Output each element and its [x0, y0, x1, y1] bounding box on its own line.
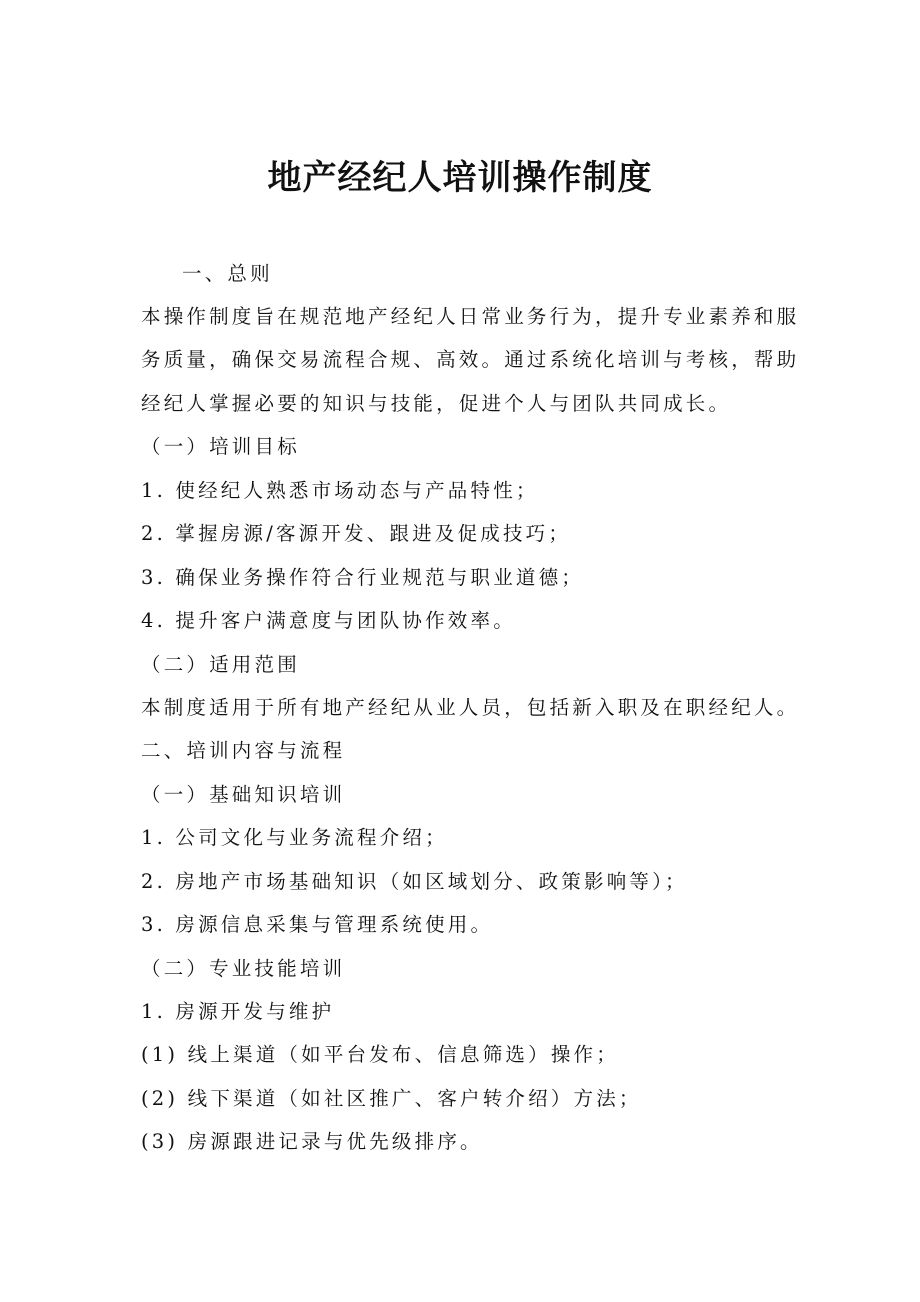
list-item: 2. 掌握房源/客源开发、跟进及促成技巧；	[141, 522, 572, 545]
list-item: 1. 公司文化与业务流程介绍；	[141, 826, 448, 849]
paragraph-line: 经纪人掌握必要的知识与技能，促进个人与团队共同成长。	[141, 392, 732, 415]
subsection-heading-training-goals: （一）培训目标	[141, 435, 300, 458]
subsection-heading-scope: （二）适用范围	[141, 653, 300, 676]
list-item: 3. 确保业务操作符合行业规范与职业道德；	[141, 566, 585, 589]
paragraph-line: 本操作制度旨在规范地产经纪人日常业务行为，提升专业素养和服	[141, 305, 800, 328]
section-heading-general: 一、总则	[182, 262, 273, 285]
sub-list-item: (3) 房源跟进记录与优先级排序。	[141, 1130, 483, 1153]
paragraph-line: 本制度适用于所有地产经纪从业人员，包括新入职及在职经纪人。	[141, 696, 800, 719]
subsection-heading-basic-training: （一）基础知识培训	[141, 783, 346, 806]
list-item: 2. 房地产市场基础知识（如区域划分、政策影响等）；	[141, 870, 688, 893]
subsection-heading-skills-training: （二）专业技能培训	[141, 957, 346, 980]
list-item: 4. 提升客户满意度与团队协作效率。	[141, 609, 516, 632]
paragraph-line: 务质量，确保交易流程合规、高效。通过系统化培训与考核，帮助	[141, 348, 800, 371]
document-title: 地产经纪人培训操作制度	[267, 158, 653, 198]
sub-list-item: (2) 线下渠道（如社区推广、客户转介绍）方法；	[141, 1087, 642, 1110]
list-item: 3. 房源信息采集与管理系统使用。	[141, 913, 494, 936]
list-item: 1. 使经纪人熟悉市场动态与产品特性；	[141, 479, 539, 502]
section-heading-content-process: 二、培训内容与流程	[141, 739, 346, 762]
list-item: 1. 房源开发与维护	[141, 1000, 335, 1023]
sub-list-item: (1) 线上渠道（如平台发布、信息筛选）操作；	[141, 1043, 619, 1066]
